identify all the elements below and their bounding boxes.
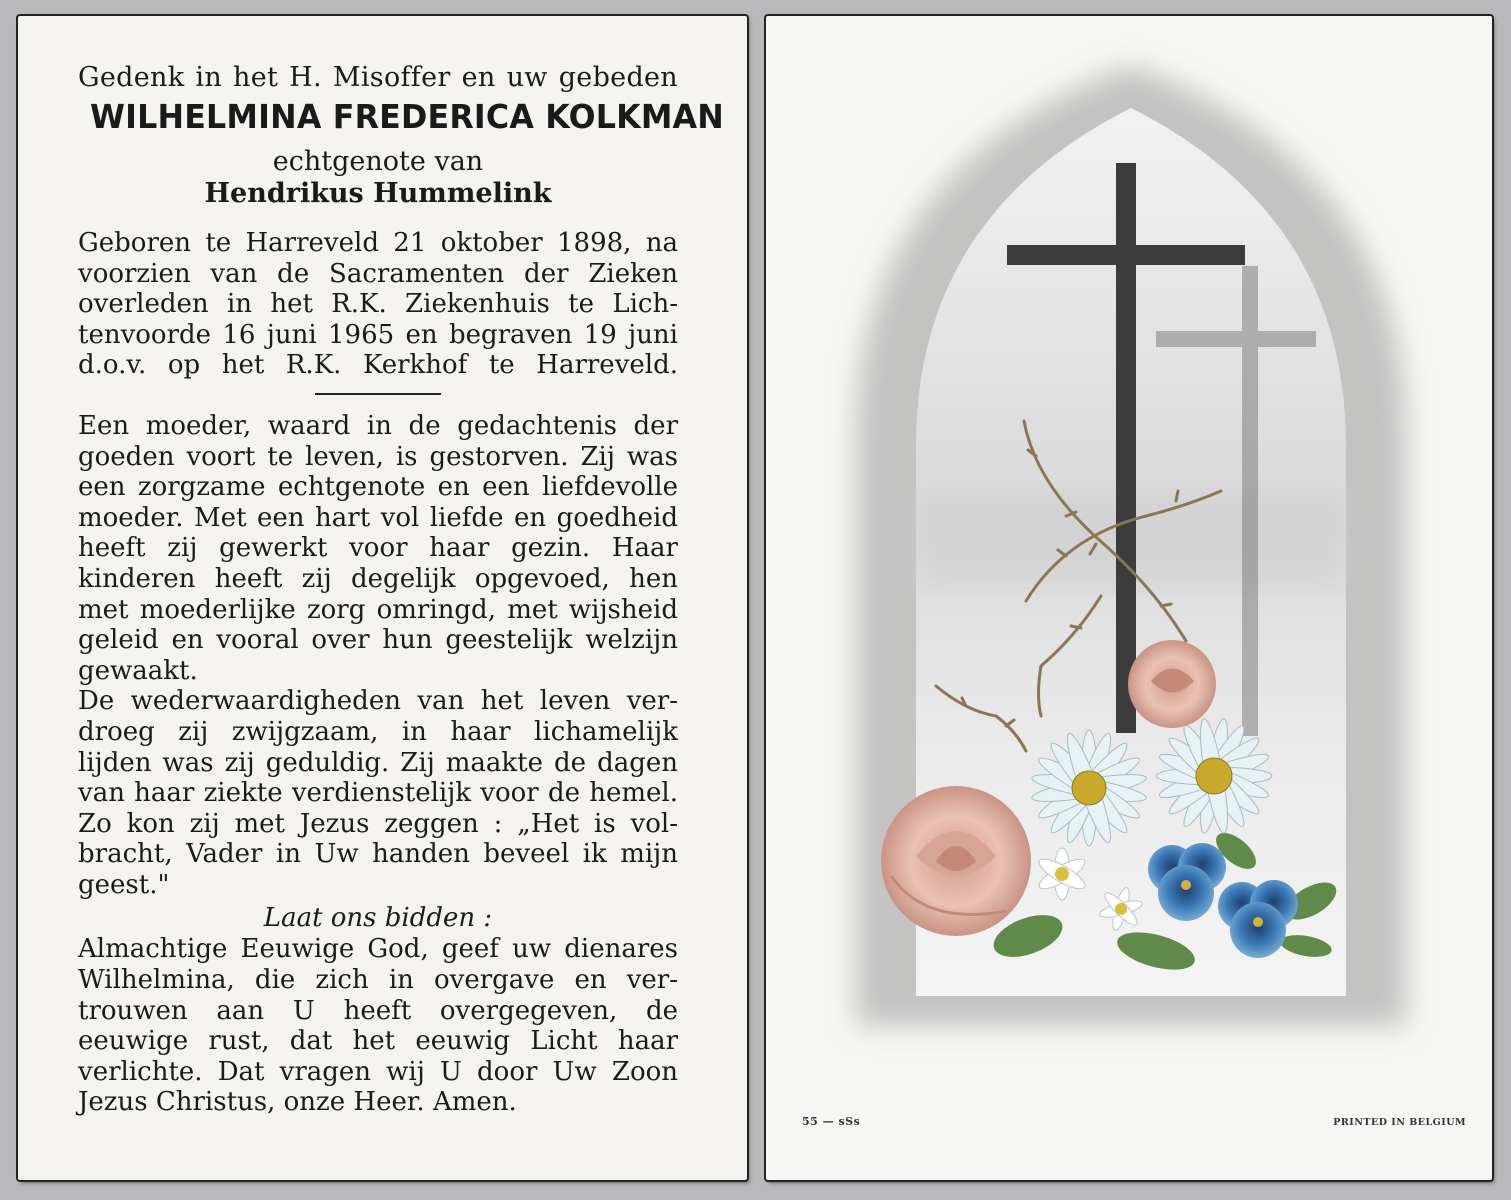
text-line: Almachtige Eeuwige God, geef uw dienares — [78, 934, 678, 965]
text-line: van haar ziekte verdienstelijk voor de hemel. — [78, 778, 678, 809]
cross-arch-illustration — [766, 16, 1492, 1180]
text-line: kinderen heeft zij degelijk opgevoed, hen — [78, 563, 678, 594]
text-line: heeft zij gewerkt voor haar gezin. Haar — [78, 533, 678, 564]
prayer-paragraph — [78, 934, 678, 1118]
text-line: gewaakt. — [78, 655, 198, 686]
text-line: Wilhelmina, die zich in overgave en ver- — [78, 965, 678, 996]
text-line: verlichte. Dat vragen wij U door Uw Zoon — [78, 1056, 678, 1087]
print-code: 55 — sSs — [802, 1115, 861, 1128]
text-line: overleden in het R.K. Ziekenhuis te Lich- — [78, 289, 678, 320]
text-line: droeg zij zwijgzaam, in haar lichamelijk — [78, 716, 678, 747]
text-line: trouwen aan U heeft overgegeven, de — [78, 995, 678, 1026]
text-line: Geboren te Harreveld 21 oktober 1898, na — [78, 228, 678, 258]
text-line: Een moeder, waard in de gedachtenis der — [78, 410, 678, 441]
small-rose — [1128, 640, 1216, 728]
intro-line: Gedenk in het H. Misoffer en uw gebeden — [78, 62, 678, 93]
memorial-text-column — [78, 60, 724, 1118]
memorial-card-text-side — [18, 16, 747, 1180]
prayer-heading: Laat ons bidden : — [263, 903, 493, 934]
text-line: Zo kon zij met Jezus zeggen : „Het is vol- — [78, 808, 678, 839]
text-line: geest." — [78, 869, 170, 900]
birth-paragraph — [78, 228, 678, 381]
text-line: moeder. Met een hart vol liefde en goedheid — [78, 502, 678, 533]
text-line: eeuwige rust, dat het eeuwig Licht haar — [78, 1026, 678, 1057]
text-line: d.o.v. op het R.K. Kerkhof te Harreveld. — [78, 350, 678, 381]
spouse-name: Hendrikus Hummelink — [204, 178, 552, 209]
text-line: geleid en vooral over hun geestelijk welzijn — [78, 625, 678, 656]
deceased-name: WILHELMINA FREDERICA KOLKMAN — [90, 97, 724, 136]
text-line: lijden was zij geduldig. Zij maakte de dagen — [78, 747, 678, 778]
text-line: voorzien van de Sacramenten der Zieken — [78, 258, 678, 289]
large-rose — [881, 786, 1031, 936]
text-line: tenvoorde 16 juni 1965 en begraven 19 juni — [78, 319, 678, 350]
spouse-label: echtgenote van — [272, 146, 484, 177]
memorial-card-image-side — [766, 16, 1492, 1180]
text-line: Jezus Christus, onze Heer. Amen. — [78, 1087, 517, 1118]
text-line: een zorgzame echtgenote en een liefdevolle — [78, 472, 678, 503]
hardship-paragraph — [78, 686, 678, 900]
printed-in-label: PRINTED IN BELGIUM — [1333, 1117, 1466, 1128]
text-line: goeden voort te leven, is gestorven. Zij was — [78, 441, 678, 472]
text-line: bracht, Vader in Uw handen beveel ik mijn — [78, 839, 678, 870]
section-divider — [315, 393, 441, 395]
text-line: De wederwaardigheden van het leven ver- — [78, 686, 678, 717]
tribute-paragraph — [78, 411, 678, 686]
text-line: met moederlijke zorg omringd, met wijsheid — [78, 594, 678, 625]
